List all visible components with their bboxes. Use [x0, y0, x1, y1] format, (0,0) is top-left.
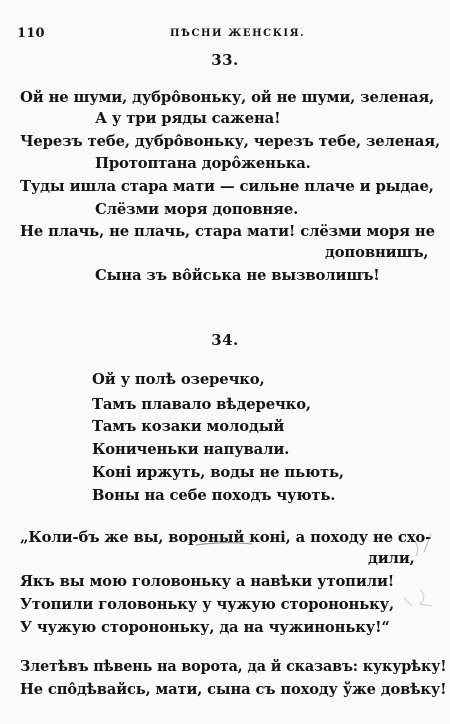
verse-line: Кониченьки напували.: [92, 441, 290, 458]
verse-line: Не спо̂дѣвайсь, мати, сына съ походу ўже довѣку!: [20, 681, 447, 698]
verse-line: Воны на себе походъ чують.: [92, 487, 336, 504]
verse-line: Якъ вы мою головоньку а навѣки утопили!: [20, 573, 395, 590]
verse-line: У чужую сторононьку, да на чужиноньку!“: [20, 619, 390, 636]
verse-line: Сына зъ во̂йська не вызволишъ!: [95, 267, 380, 284]
pencil-margin-mark: [404, 598, 412, 606]
verse-line: А у три ряды сажена!: [95, 110, 281, 127]
song-number-33: 33.: [211, 51, 239, 69]
verse-line: Слёзми моря доповняе.: [95, 201, 299, 218]
verse-line: Ой не шуми, дубро̂воньку, ой не шуми, зеленая,: [20, 89, 435, 106]
page-header: [0, 26, 450, 46]
verse-line: Протоптана дорôженька.: [95, 155, 311, 172]
verse-line: Ой у полѣ озеречко,: [92, 371, 265, 388]
pencil-margin-mark: [420, 590, 432, 606]
verse-line: Туды ишла стара мати — сильне плаче и рыдае,: [20, 178, 434, 195]
page-number: 110: [17, 26, 45, 41]
verse-line: Тамъ козаки молодый: [92, 418, 285, 435]
verse-line-continuation: доповнишъ,: [325, 244, 429, 261]
running-head: ПѢСНИ ЖЕНСКІЯ.: [170, 28, 306, 39]
verse-line: Не плачь, не плачь, стара мати! слёзми моря не: [20, 223, 435, 240]
verse-line: „Коли-бъ же вы, вороный коні, а походу не схо-: [20, 529, 432, 546]
verse-line: Злетѣвъ пѣвень на ворота, да й сказавъ: кукурѣку!: [20, 658, 447, 675]
verse-line: Тамъ плавало вѣдеречко,: [92, 396, 311, 413]
verse-line: Утопили головоньку у чужую сторононьку,: [20, 596, 394, 613]
verse-line: Коні иржуть, воды не пьють,: [92, 464, 344, 481]
song-number-34: 34.: [211, 331, 239, 349]
verse-line-continuation: дили,: [368, 550, 415, 567]
verse-line: Черезъ тебе, дубро̂воньку, черезъ тебе, зеленая,: [20, 133, 440, 150]
